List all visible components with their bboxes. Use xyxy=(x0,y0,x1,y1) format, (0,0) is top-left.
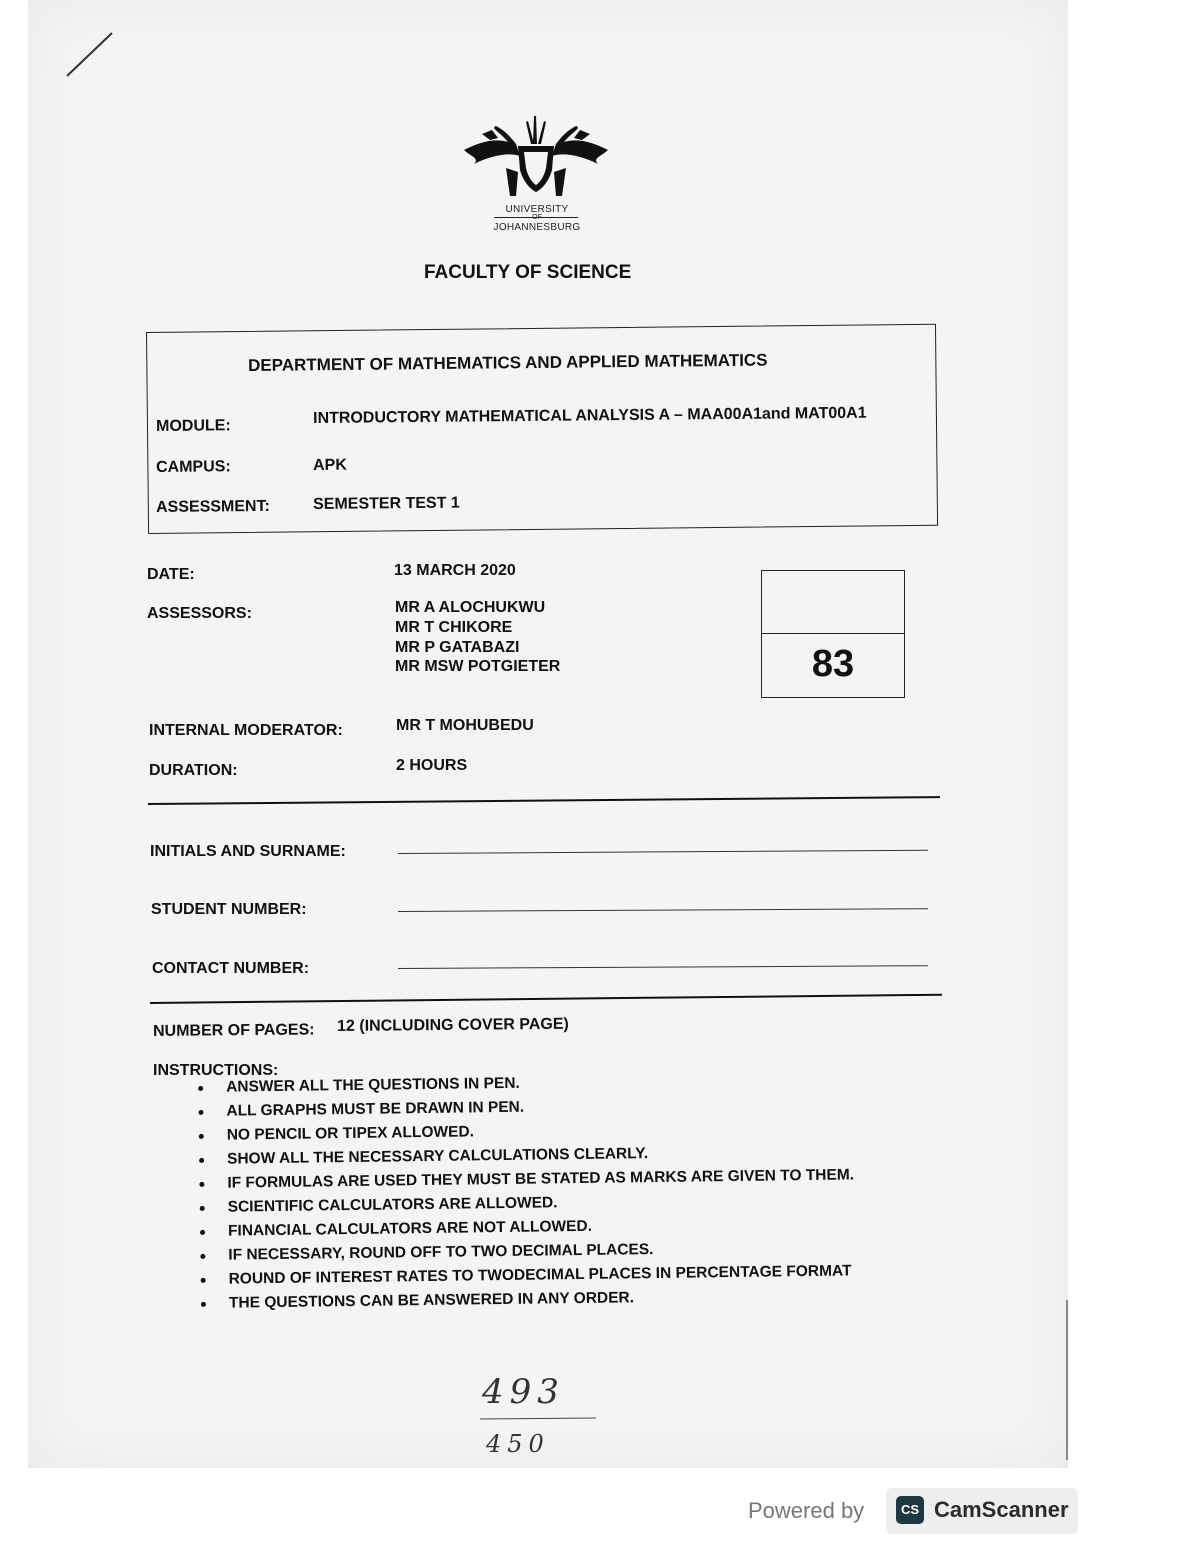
assessment-value: SEMESTER TEST 1 xyxy=(313,494,460,513)
instructions-label: INSTRUCTIONS: xyxy=(153,1062,279,1079)
logo-text-university: UNIVERSITY xyxy=(505,204,569,215)
contact-number-label: CONTACT NUMBER: xyxy=(152,960,310,977)
instruction-text: FINANCIAL CALCULATORS ARE NOT ALLOWED. xyxy=(227,1217,593,1240)
date-value: 13 MARCH 2020 xyxy=(394,562,516,579)
instruction-text: ANSWER ALL THE QUESTIONS IN PEN. xyxy=(226,1074,520,1096)
module-label: MODULE: xyxy=(156,417,231,435)
bullet-icon xyxy=(201,1278,206,1283)
pen-stroke-mark xyxy=(64,30,116,80)
bullet-icon xyxy=(201,1302,206,1307)
moderator-value: MR T MOHUBEDU xyxy=(396,717,534,734)
campus-value: APK xyxy=(313,456,347,474)
instruction-text: SCIENTIFIC CALCULATORS ARE ALLOWED. xyxy=(227,1194,558,1216)
handwritten-denominator: 450 xyxy=(486,1430,550,1458)
instruction-text: ROUND OF INTEREST RATES TO TWODECIMAL PLACES IN PERCENTAGE FORMAT xyxy=(228,1262,852,1288)
assessment-label: ASSESSMENT: xyxy=(156,497,270,516)
assessors-label: ASSESSORS: xyxy=(147,605,252,622)
bullet-icon xyxy=(199,1158,204,1163)
assessor-3: MR P GATABAZI xyxy=(395,639,520,656)
camscanner-badge xyxy=(886,1488,1078,1534)
pages-value: 12 (INCLUDING COVER PAGE) xyxy=(337,1015,569,1035)
department-title: DEPARTMENT OF MATHEMATICS AND APPLIED MATHEMATICS xyxy=(248,350,768,375)
moderator-label: INTERNAL MODERATOR: xyxy=(149,722,343,739)
camscanner-logo-icon: CS xyxy=(896,1496,924,1524)
bullet-icon xyxy=(200,1254,205,1259)
score-value: 83 xyxy=(811,643,855,685)
powered-by-text: Powered by xyxy=(748,1498,865,1523)
module-value: INTRODUCTORY MATHEMATICAL ANALYSIS A – MAA00A1and MAT00A1 xyxy=(313,404,867,427)
duration-value: 2 HOURS xyxy=(396,757,468,774)
instructions-list xyxy=(196,1067,856,1316)
handwritten-numerator: 493 xyxy=(482,1372,565,1412)
bullet-icon xyxy=(199,1134,204,1139)
bullet-icon xyxy=(198,1086,203,1091)
duration-label: DURATION: xyxy=(149,762,238,779)
score-box-divider xyxy=(762,633,904,634)
bullet-icon xyxy=(198,1110,203,1115)
instruction-text: IF NECESSARY, ROUND OFF TO TWO DECIMAL PLACES. xyxy=(228,1241,654,1264)
student-number-label: STUDENT NUMBER: xyxy=(151,901,307,918)
assessor-1: MR A ALOCHUKWU xyxy=(395,599,546,616)
instruction-text: SHOW ALL THE NECESSARY CALCULATIONS CLEARLY. xyxy=(226,1145,649,1168)
pages-label: NUMBER OF PAGES: xyxy=(153,1021,315,1040)
instruction-text: THE QUESTIONS CAN BE ANSWERED IN ANY ORDER. xyxy=(228,1289,635,1312)
logo-text-of: OF xyxy=(532,214,542,221)
university-logo-icon xyxy=(460,112,612,198)
faculty-title: FACULTY OF SCIENCE xyxy=(424,262,632,283)
instruction-text: ALL GRAPHS MUST BE DRAWN IN PEN. xyxy=(226,1098,525,1120)
date-label: DATE: xyxy=(147,566,195,583)
camscanner-footer xyxy=(748,1488,1078,1536)
camscanner-brand: CamScanner xyxy=(934,1497,1069,1522)
name-field-label: INITIALS AND SURNAME: xyxy=(150,843,346,860)
bullet-icon xyxy=(200,1206,205,1211)
campus-label: CAMPUS: xyxy=(156,458,231,476)
logo-text-johannesburg: JOHANNESBURG xyxy=(493,222,581,233)
bullet-icon xyxy=(200,1230,205,1235)
bullet-icon xyxy=(199,1182,204,1187)
assessor-4: MR MSW POTGIETER xyxy=(395,658,561,675)
scan-edge-shadow xyxy=(1066,1300,1068,1460)
assessor-2: MR T CHIKORE xyxy=(395,619,513,636)
instruction-text: NO PENCIL OR TIPEX ALLOWED. xyxy=(226,1123,475,1144)
instruction-text: IF FORMULAS ARE USED THEY MUST BE STATED AS MARKS ARE GIVEN TO THEM. xyxy=(227,1166,855,1192)
score-box xyxy=(761,570,905,698)
